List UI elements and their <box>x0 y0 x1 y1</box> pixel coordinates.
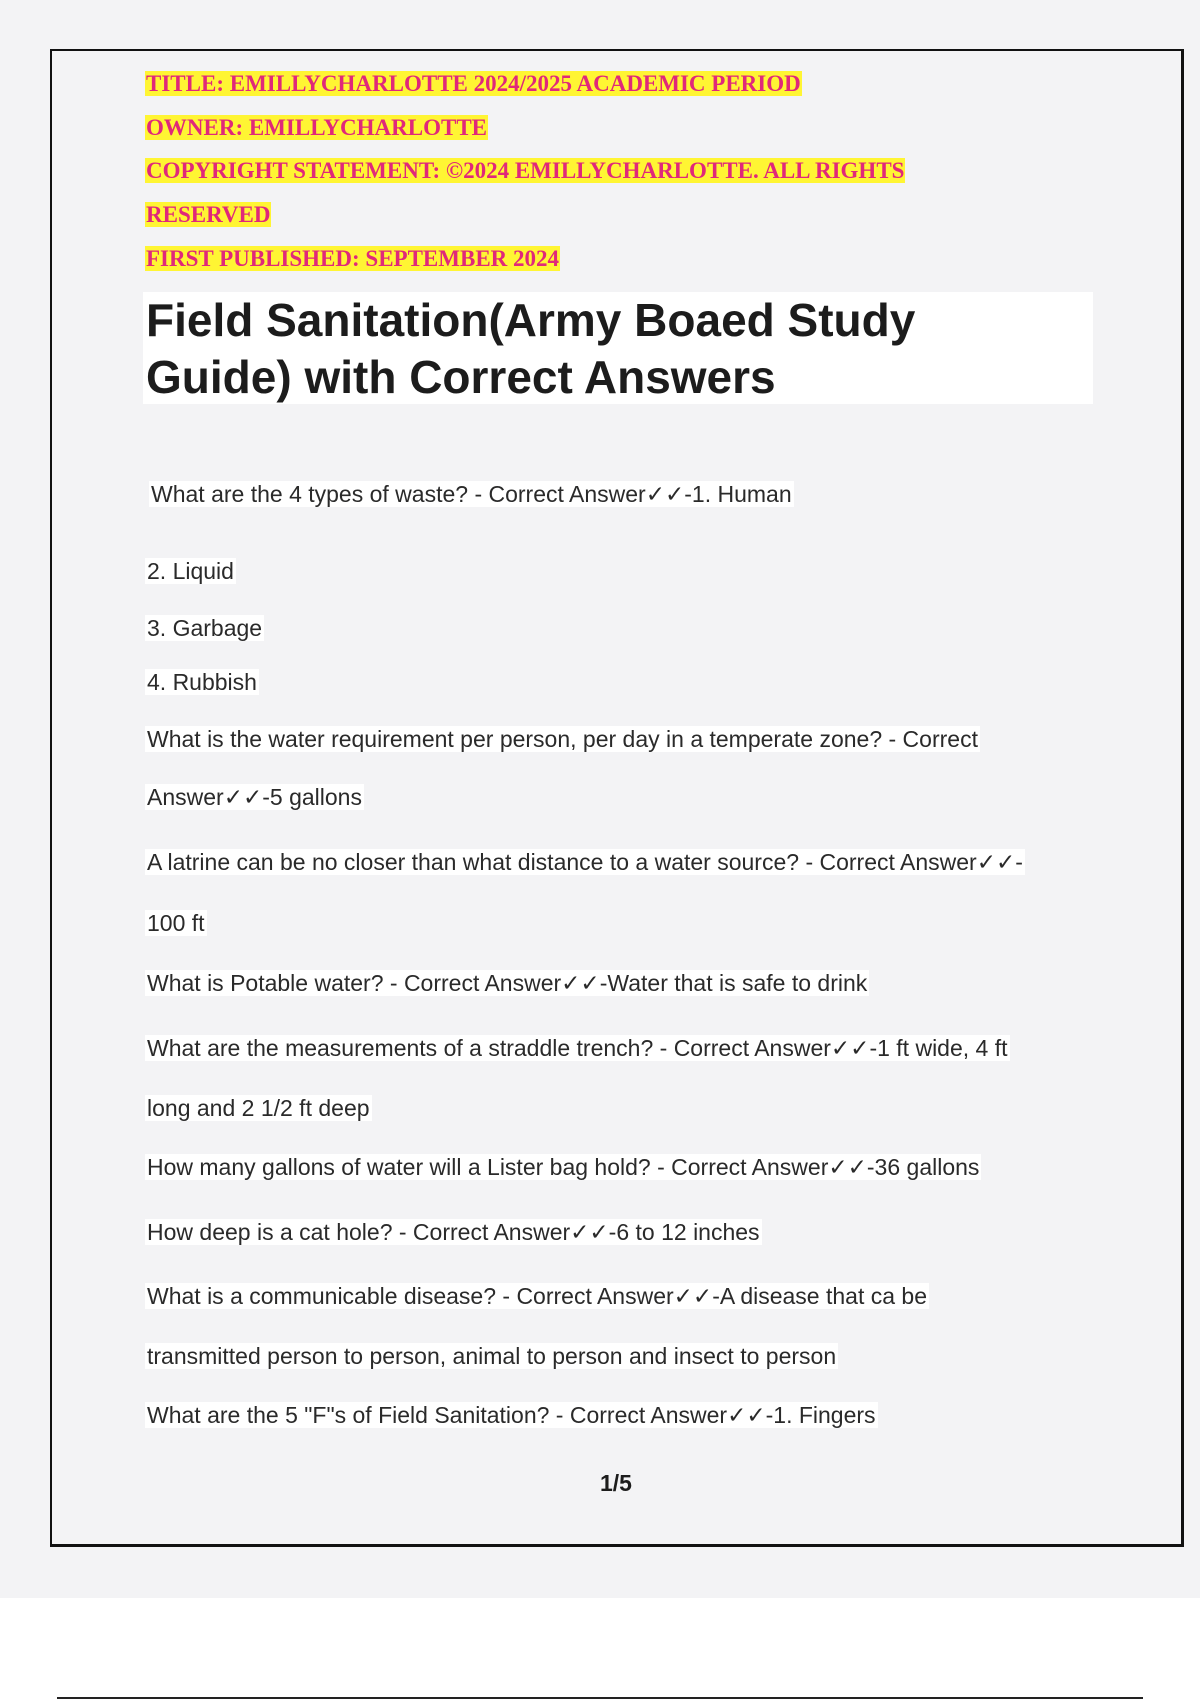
qa-line: Answer✓✓-5 gallons <box>147 784 362 810</box>
qa-line: transmitted person to person, animal to person and insect to person <box>147 1343 837 1369</box>
qa-line: long and 2 1/2 ft deep <box>147 1095 370 1121</box>
qa-line: What is a communicable disease? - Correct Answer✓✓-A disease that ca be <box>147 1283 928 1309</box>
qa-line: How many gallons of water will a Lister bag hold? - Correct Answer✓✓-36 gallons <box>147 1154 980 1180</box>
qa-line: What are the measurements of a straddle trench? - Correct Answer✓✓-1 ft wide, 4 ft <box>147 1035 1008 1061</box>
page-number: 1/5 <box>600 1470 632 1496</box>
document-title <box>143 292 1093 404</box>
qa-line: What is the water requirement per person, per day in a temperate zone? - Correct <box>147 726 978 752</box>
qa-line: How deep is a cat hole? - Correct Answer✓✓-6 to 12 inches <box>147 1219 760 1245</box>
owner-metadata-line: OWNER: EMILLYCHARLOTTE <box>146 115 488 140</box>
qa-line: What are the 4 types of waste? - Correct Answer✓✓-1. Human <box>151 481 792 507</box>
copyright-metadata-line: COPYRIGHT STATEMENT: ©2024 EMILLYCHARLOTTE. ALL RIGHTS <box>146 158 905 183</box>
qa-line: 100 ft <box>147 910 205 936</box>
qa-line: 3. Garbage <box>147 615 263 641</box>
document-title-line-1: Field Sanitation(Army Boaed Study <box>146 294 916 346</box>
qa-line: A latrine can be no closer than what distance to a water source? - Correct Answer✓✓- <box>147 849 1023 875</box>
published-metadata-line: FIRST PUBLISHED: SEPTEMBER 2024 <box>146 246 560 271</box>
qa-line: 2. Liquid <box>147 558 234 584</box>
qa-line: 4. Rubbish <box>147 669 257 695</box>
title-metadata-line: TITLE: EMILLYCHARLOTTE 2024/2025 ACADEMIC PERIOD <box>146 71 801 96</box>
qa-line: What are the 5 "F"s of Field Sanitation? - Correct Answer✓✓-1. Fingers <box>147 1402 876 1428</box>
qa-line: What is Potable water? - Correct Answer✓✓-Water that is safe to drink <box>147 970 868 996</box>
next-page-divider <box>57 1697 1143 1699</box>
document-title-line-2: Guide) with Correct Answers <box>146 351 776 403</box>
copyright-metadata-line-continued: RESERVED <box>146 202 271 227</box>
